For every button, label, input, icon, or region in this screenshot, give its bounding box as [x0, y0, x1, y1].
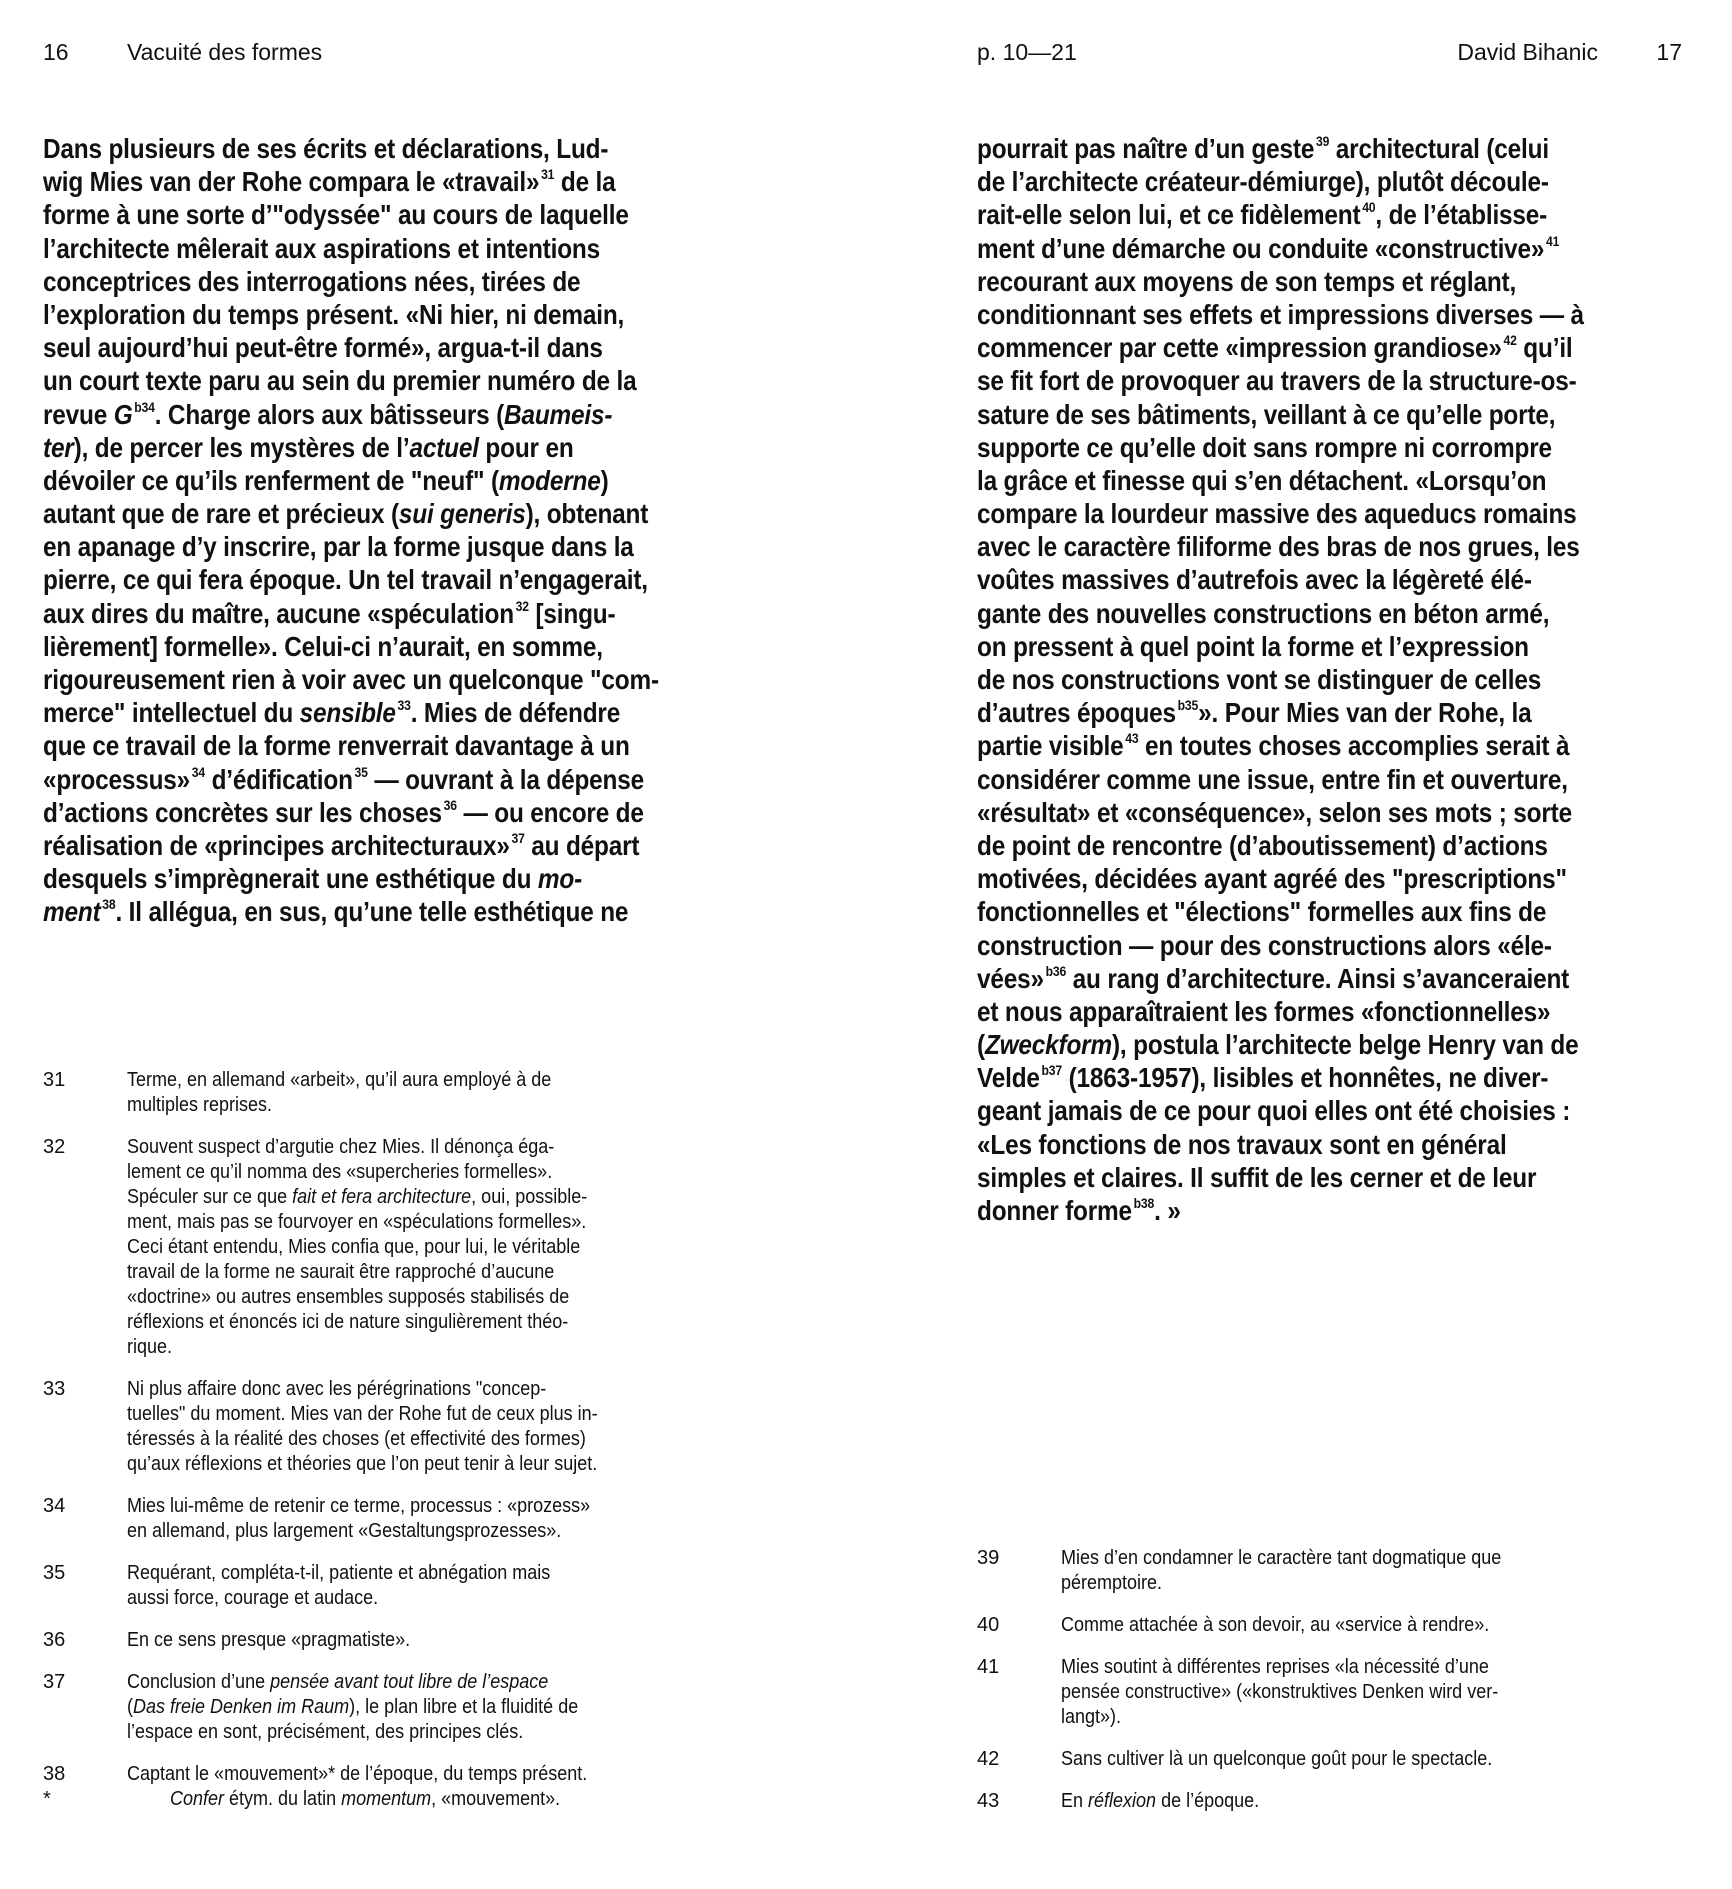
footnote-number: 43 — [977, 1790, 1000, 1812]
body-line — [43, 132, 659, 165]
footnote-line — [1061, 1571, 1633, 1596]
text-run: Captant le «mouvement»* de l’époque, du temps présent. — [127, 1763, 588, 1785]
text-run: seul aujourd’hui peut-être formé», argua-t-il dans — [43, 332, 603, 364]
text-run: qu’aux réflexions et théories que l’on peut tenir à leur sujet. — [127, 1453, 598, 1475]
text-run: ) — [600, 464, 609, 496]
text-run: . » — [1154, 1195, 1181, 1226]
italic-text: Confer — [170, 1788, 225, 1810]
italic-text: fait et fera architecture — [292, 1186, 472, 1208]
italic-text: réflexion — [1088, 1790, 1157, 1812]
body-line — [977, 398, 1584, 431]
body-line — [977, 232, 1584, 265]
note-reference[interactable]: 36 — [443, 796, 457, 813]
body-line — [977, 962, 1584, 995]
note-reference[interactable]: 43 — [1125, 730, 1139, 747]
body-line — [977, 530, 1584, 563]
footnote — [977, 1613, 1697, 1638]
text-run: pour en — [478, 431, 574, 463]
note-reference[interactable]: b34 — [134, 398, 155, 415]
text-run: en toutes choses accomplies serait à — [1138, 730, 1570, 762]
body-line — [977, 597, 1584, 630]
footnote-line — [127, 1402, 735, 1427]
body-line — [977, 829, 1584, 862]
body-line — [43, 829, 659, 862]
body-line — [43, 796, 659, 829]
footnote-line — [127, 1452, 735, 1477]
text-run: Souvent suspect d’argutie chez Mies. Il dénonça éga- — [127, 1136, 555, 1158]
text-run: rait-elle selon lui, et ce fidèlement — [977, 199, 1361, 231]
note-reference[interactable]: 39 — [1315, 133, 1330, 150]
body-line — [977, 331, 1584, 364]
text-run: ), postula l’architecte belge Henry van de — [1111, 1029, 1579, 1061]
body-line — [43, 597, 659, 630]
text-run: en apanage d’y inscrire, par la forme jusque dans la — [43, 531, 634, 563]
text-run: simples et claires. Il suffit de les cerner et de leur — [977, 1161, 1537, 1193]
footnote-line — [127, 1561, 735, 1586]
note-reference[interactable]: b35 — [1177, 697, 1199, 714]
text-run: avec le caractère filiforme des bras de nos grues, les — [977, 531, 1580, 563]
body-line — [43, 165, 659, 198]
note-reference[interactable]: 42 — [1503, 332, 1517, 349]
italic-text: Zweckform — [984, 1029, 1112, 1061]
body-line — [43, 232, 659, 265]
text-run: dévoiler ce qu’ils renferment de "neuf" ( — [43, 464, 499, 496]
text-run: Ceci étant entendu, Mies confia que, pour lui, le véritable — [127, 1236, 581, 1258]
footnote-line — [127, 1185, 735, 1210]
body-line — [977, 563, 1584, 596]
italic-text: ter — [43, 431, 74, 463]
body-line — [43, 563, 659, 596]
footnote-line — [127, 1260, 735, 1285]
text-run: de l’architecte créateur-démiurge), plutôt découle- — [977, 166, 1549, 198]
footnote — [977, 1655, 1697, 1730]
text-run: partie visible — [977, 730, 1124, 762]
italic-text: momentum — [341, 1788, 432, 1810]
note-reference[interactable]: 32 — [515, 597, 529, 614]
text-run: . Mies de défendre — [410, 697, 621, 729]
footnotes-left — [43, 1068, 803, 1829]
footnote — [977, 1546, 1697, 1596]
text-run: ment, mais pas se fourvoyer en «spéculations formelles». — [127, 1211, 587, 1233]
footnote-line — [1061, 1546, 1633, 1571]
footnote-number: 35 — [43, 1562, 66, 1584]
footnote-line — [127, 1310, 735, 1335]
text-run: étym. du latin — [224, 1788, 342, 1810]
footnote-line — [127, 1093, 735, 1118]
text-run: «doctrine» ou autres ensembles supposés stabilisés de — [127, 1286, 570, 1308]
body-line — [43, 364, 659, 397]
text-run: autant que de rare et précieux ( — [43, 498, 399, 530]
text-run: Dans plusieurs de ses écrits et déclarations, Lud- — [43, 133, 609, 164]
text-run: et nous apparaîtraient les formes «fonctionnelles» — [977, 995, 1551, 1027]
text-run: sature de ses bâtiments, veillant à ce qu’elle porte, — [977, 398, 1556, 430]
text-run: aux dires du maître, aucune «spéculation — [43, 597, 514, 629]
text-run: réalisation de «principes architecturaux» — [43, 829, 510, 861]
body-line — [43, 663, 659, 696]
footnote-number: 34 — [43, 1495, 66, 1517]
text-run: l’espace en sont, précisément, des principes clés. — [127, 1721, 524, 1743]
text-run: ), obtenant — [525, 498, 649, 530]
footnote-number: 33 — [43, 1378, 66, 1400]
text-run: . Charge alors aux bâtisseurs ( — [154, 398, 505, 430]
footnote-number: 42 — [977, 1748, 1000, 1770]
footnote-number: 32 — [43, 1136, 66, 1158]
footnote-number: 39 — [977, 1547, 1000, 1569]
body-line — [43, 431, 659, 464]
footnote-line — [127, 1235, 735, 1260]
text-run: fonctionnelles et "élections" formelles aux fins de — [977, 896, 1547, 928]
body-line — [977, 1161, 1584, 1194]
text-run: ), le plan libre et la fluidité de — [349, 1696, 579, 1718]
footnote-line — [127, 1670, 735, 1695]
footnote — [977, 1747, 1697, 1772]
text-run: multiples reprises. — [127, 1094, 273, 1116]
text-run: d’autres époques — [977, 697, 1176, 729]
text-run: supporte ce qu’elle doit sans rompre ni corrompre — [977, 431, 1552, 463]
body-line — [977, 696, 1584, 729]
text-run: forme à une sorte d’"odyssée" au cours de laquelle — [43, 199, 629, 231]
body-line — [977, 630, 1584, 663]
note-reference[interactable]: b37 — [1041, 1062, 1063, 1079]
text-run: Spéculer sur ce que — [127, 1186, 293, 1208]
text-run: réflexions et énoncés ici de nature singulièrement théo- — [127, 1311, 569, 1333]
text-run: pourrait pas naître d’un geste — [977, 133, 1315, 164]
text-run: recourant aux moyens de son temps et réglant, — [977, 265, 1517, 297]
text-run: geant jamais de ce pour quoi elles ont été choisies : — [977, 1095, 1571, 1127]
asterisk-note-text — [170, 1787, 740, 1812]
body-line — [977, 796, 1584, 829]
body-line — [977, 132, 1584, 165]
footnotes-right — [977, 1546, 1697, 1831]
text-run: aussi force, courage et audace. — [127, 1587, 379, 1609]
text-run: Comme attachée à son devoir, au «service à rendre». — [1061, 1614, 1490, 1636]
body-line — [977, 663, 1584, 696]
body-line — [43, 265, 659, 298]
text-run: «processus» — [43, 763, 191, 795]
text-run: langt»). — [1061, 1706, 1122, 1728]
footnote — [43, 1628, 803, 1653]
footnote-line — [127, 1210, 735, 1235]
body-line — [43, 895, 659, 928]
text-run: d’actions concrètes sur les choses — [43, 796, 442, 828]
body-line — [977, 1128, 1584, 1161]
text-run: conceptrices des interrogations nées, tirées de — [43, 265, 581, 297]
text-run: ), de percer les mystères de l’ — [73, 431, 410, 463]
body-line — [977, 298, 1584, 331]
page-number-left: 16 — [43, 39, 69, 65]
text-run: qu’il — [1516, 332, 1573, 364]
text-run: ment d’une démarche ou conduite «constructive» — [977, 232, 1545, 264]
italic-text: ment — [43, 896, 101, 928]
text-run: motivées, décidées ayant agréé des "prescriptions" — [977, 863, 1567, 895]
text-run: au départ — [524, 829, 640, 861]
note-reference[interactable]: 38 — [102, 896, 116, 913]
text-run: conditionnant ses effets et impressions diverses — à — [977, 298, 1584, 330]
footnote-line — [1061, 1680, 1633, 1705]
text-run: téressés à la réalité des choses (et effectivité des formes) — [127, 1428, 586, 1450]
text-run: Requérant, compléta-t-il, patiente et abnégation mais — [127, 1562, 551, 1584]
text-run: ( — [977, 1029, 985, 1061]
footnote-line — [127, 1695, 735, 1720]
text-run: — ouvrant à la dépense — [367, 763, 644, 795]
body-line — [43, 530, 659, 563]
text-run: en allemand, plus largement «Gestaltungsprozesses». — [127, 1520, 562, 1542]
footnote-line — [127, 1427, 735, 1452]
text-run: rigoureusement rien à voir avec un quelconque "com- — [43, 664, 659, 695]
text-run: vées» — [977, 962, 1044, 994]
text-run: , de l’établisse- — [1375, 199, 1548, 231]
footnote-number: 40 — [977, 1614, 1000, 1636]
text-run: pensée constructive» («konstruktives Denken wird ver- — [1061, 1681, 1499, 1703]
text-run: En — [1061, 1790, 1089, 1812]
body-line — [43, 630, 659, 663]
footnote — [43, 1068, 803, 1118]
text-run: tuelles" du moment. Mies van der Rohe fut de ceux plus in- — [127, 1403, 598, 1425]
footnote-line — [127, 1135, 735, 1160]
text-run: desquels s’imprègnerait une esthétique du — [43, 863, 538, 895]
asterisk-note — [43, 1787, 803, 1812]
body-line — [977, 1061, 1584, 1094]
italic-text: actuel — [409, 431, 479, 463]
text-run: gante des nouvelles constructions en béton armé, — [977, 597, 1550, 629]
text-run: revue — [43, 398, 114, 430]
italic-text: G — [113, 398, 133, 430]
italic-text: sui generis — [398, 498, 526, 530]
footnote — [43, 1670, 803, 1745]
body-line — [43, 763, 659, 796]
footnote-line — [1061, 1613, 1633, 1638]
footnote-line — [1061, 1789, 1633, 1814]
text-run: commencer par cette «impression grandiose» — [977, 332, 1502, 364]
body-line — [977, 364, 1584, 397]
body-line — [977, 497, 1584, 530]
footnote-line — [127, 1762, 735, 1787]
text-run: on pressent à quel point la forme et l’expression — [977, 630, 1529, 662]
text-run: Mies soutint à différentes reprises «la nécessité d’une — [1061, 1656, 1489, 1678]
text-run: l’exploration du temps présent. «Ni hier, ni demain, — [43, 298, 625, 330]
text-run: architectural (celui — [1329, 133, 1549, 164]
text-run: pierre, ce qui fera époque. Un tel travail n’engagerait, — [43, 564, 648, 596]
text-run: péremptoire. — [1061, 1572, 1163, 1594]
footnote-line — [1061, 1655, 1633, 1680]
text-run: lement ce qu’il nomma des «supercheries formelles». — [127, 1161, 553, 1183]
text-run: l’architecte mêlerait aux aspirations et intentions — [43, 232, 601, 264]
footnote — [43, 1377, 803, 1477]
text-run: voûtes massives d’autrefois avec la légèreté élé- — [977, 564, 1532, 596]
footnote-line — [127, 1720, 735, 1745]
body-line — [43, 198, 659, 231]
note-reference[interactable]: 31 — [541, 166, 555, 183]
footnote-line — [127, 1519, 735, 1544]
text-run: merce" intellectuel du — [43, 697, 300, 729]
note-reference[interactable]: 35 — [354, 763, 368, 780]
body-line — [43, 862, 659, 895]
footnote — [43, 1561, 803, 1611]
text-run: compare la lourdeur massive des aqueducs romains — [977, 498, 1577, 530]
footnote-line — [127, 1335, 735, 1360]
text-run: ( — [127, 1696, 134, 1718]
body-line — [977, 1194, 1584, 1227]
italic-text: Das freie Denken im Raum — [133, 1696, 350, 1718]
text-run: Conclusion d’une — [127, 1671, 271, 1693]
text-run: d’édification — [204, 763, 353, 795]
body-line — [977, 265, 1584, 298]
footnote — [43, 1762, 803, 1812]
note-reference[interactable]: 37 — [511, 830, 525, 847]
note-reference[interactable]: b36 — [1045, 962, 1067, 979]
note-reference[interactable]: 40 — [1362, 199, 1376, 216]
body-line — [43, 331, 659, 364]
note-reference[interactable]: b38 — [1133, 1195, 1155, 1212]
footnote — [43, 1494, 803, 1544]
chapter-title: Vacuité des formes — [127, 39, 323, 65]
text-run: (1863-1957), lisibles et honnêtes, ne diver- — [1062, 1062, 1549, 1094]
body-line — [43, 729, 659, 762]
text-run: travail de la forme ne saurait être rapproché d’aucune — [127, 1261, 555, 1283]
italic-text: moderne — [498, 464, 601, 496]
footnote-line — [1061, 1705, 1633, 1730]
text-run: construction — pour des constructions alors «éle- — [977, 929, 1552, 961]
text-run: «résultat» et «conséquence», selon ses mots ; sorte — [977, 796, 1572, 828]
footnote-line — [127, 1160, 735, 1185]
footnote-line — [1061, 1747, 1633, 1772]
body-line — [977, 1094, 1584, 1127]
footnote-line — [127, 1628, 735, 1653]
text-run: considérer comme une issue, entre fin et ouverture, — [977, 763, 1568, 795]
footnote-line — [127, 1068, 735, 1093]
body-line — [43, 298, 659, 331]
footnote-number: 31 — [43, 1069, 66, 1091]
footnote-number: 36 — [43, 1629, 66, 1651]
text-run: de point de rencontre (d’aboutissement) d’actions — [977, 829, 1548, 861]
text-run: En ce sens presque «pragmatiste». — [127, 1629, 411, 1651]
body-line — [43, 497, 659, 530]
body-text-right — [977, 132, 1675, 1227]
text-run: — ou encore de — [456, 796, 644, 828]
footnote-line — [127, 1494, 735, 1519]
body-line — [43, 464, 659, 497]
body-line — [977, 431, 1584, 464]
text-run: de l’époque. — [1156, 1790, 1260, 1812]
text-run: «Les fonctions de nos travaux sont en général — [977, 1128, 1507, 1160]
body-line — [977, 929, 1584, 962]
text-run: la grâce et finesse qui s’en détachent. «Lorsqu’on — [977, 464, 1547, 496]
note-reference[interactable]: 41 — [1546, 232, 1560, 249]
body-text-left — [43, 132, 751, 929]
body-line — [977, 895, 1584, 928]
asterisk-mark: * — [43, 1788, 51, 1810]
text-run: Sans cultiver là un quelconque goût pour le spectacle. — [1061, 1748, 1493, 1770]
body-line — [977, 995, 1584, 1028]
text-run: ». Pour Mies van der Rohe, la — [1198, 697, 1532, 729]
italic-text: sensible — [299, 697, 396, 729]
italic-text: pensée avant tout libre de l’espace — [270, 1671, 549, 1693]
text-run: , «mouvement». — [431, 1788, 561, 1810]
italic-text: Baumeis- — [504, 398, 613, 430]
text-run: de nos constructions vont se distinguer de celles — [977, 664, 1542, 695]
footnote-line — [127, 1377, 735, 1402]
page-number-right: 17 — [1656, 39, 1682, 65]
author-name: David Bihanic — [1457, 39, 1598, 65]
text-run: un court texte paru au sein du premier numéro de la — [43, 365, 637, 397]
footnote-number: 41 — [977, 1656, 1000, 1678]
footnote — [977, 1789, 1697, 1814]
body-line — [977, 1028, 1584, 1061]
body-line — [43, 696, 659, 729]
text-run: wig Mies van der Rohe compara le «travail» — [43, 166, 540, 198]
text-run: Mies lui-même de retenir ce terme, processus : «prozess» — [127, 1495, 591, 1517]
text-run: de la — [554, 166, 616, 198]
text-run: donner forme — [977, 1195, 1132, 1226]
body-line — [977, 862, 1584, 895]
body-line — [977, 198, 1584, 231]
body-line — [977, 729, 1584, 762]
italic-text: mo- — [537, 863, 583, 895]
text-run: se fit fort de provoquer au travers de la structure-os- — [977, 365, 1577, 397]
note-reference[interactable]: 34 — [191, 763, 205, 780]
text-run: lièrement] formelle». Celui-ci n’aurait, en somme, — [43, 630, 603, 662]
text-run: rique. — [127, 1336, 173, 1358]
note-reference[interactable]: 33 — [397, 697, 411, 714]
page-range: p. 10—21 — [977, 39, 1077, 65]
text-run: , oui, possible- — [471, 1186, 588, 1208]
text-run: que ce travail de la forme renverrait davantage à un — [43, 730, 630, 762]
text-run: Velde — [977, 1062, 1040, 1094]
text-run: . Il allégua, en sus, qu’une telle esthétique ne — [115, 896, 629, 928]
text-run: Ni plus affaire donc avec les pérégrinations "concep- — [127, 1378, 547, 1400]
footnote-line — [127, 1586, 735, 1611]
footnote — [43, 1135, 803, 1360]
text-run: Mies d’en condamner le caractère tant dogmatique que — [1061, 1547, 1502, 1569]
footnote-number: 38 — [43, 1763, 66, 1785]
text-run: [singu- — [528, 597, 616, 629]
text-run: au rang d’architecture. Ainsi s’avanceraient — [1066, 962, 1570, 994]
footnote-line — [127, 1285, 735, 1310]
body-line — [977, 165, 1584, 198]
body-line — [977, 464, 1584, 497]
body-line — [43, 398, 659, 431]
footnote-number: 37 — [43, 1671, 66, 1693]
body-line — [977, 763, 1584, 796]
text-run: Terme, en allemand «arbeit», qu’il aura employé à de — [127, 1069, 552, 1091]
